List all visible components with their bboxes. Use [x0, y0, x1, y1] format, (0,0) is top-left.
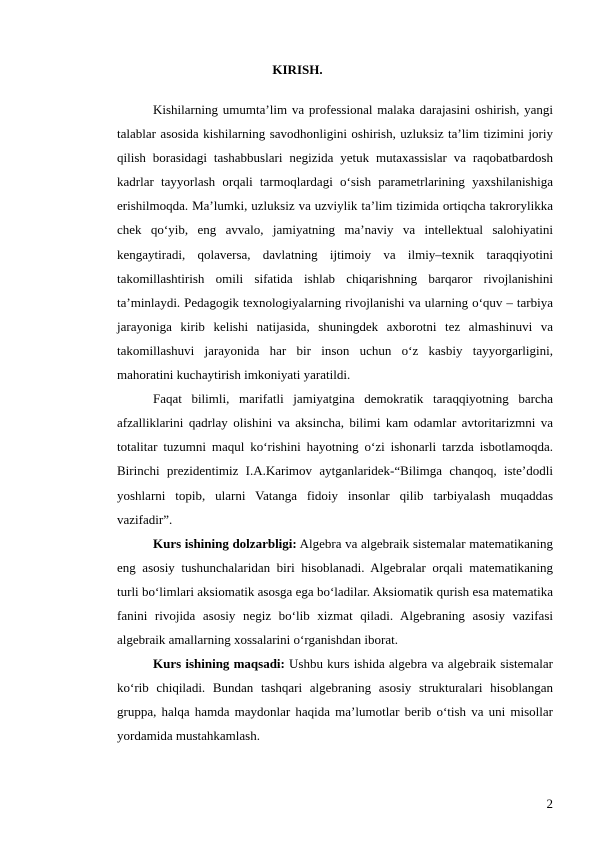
paragraph-relevance — [117, 532, 553, 652]
paragraph-text: Ushbu kurs ishida algebra va algebraik sistemalar ko‘rib chiqiladi. Bundan tashqari algebraning asosiy strukturalari hisoblangan gruppa, halqa hamda maydonlar haqida ma’lumotlar berib o‘tish va uni misollar yordamida mustahkamlash. — [117, 656, 553, 744]
paragraph-text: Algebra va algebraik sistemalar matematikaning eng asosiy tushunchalaridan biri hisoblanadi. Algebralar orqali matematikaning turli bo‘limlari aksiomatik asosga ega bo‘ladilar. Aksiomatik qurish esa matematika fanini rivojida asosiy negiz bo‘lib xizmat qiladi. Algebraning asosiy vazifasi algebraik amallarning xossalarini o‘rganishdan iborat. — [117, 535, 553, 648]
paragraph-text: Faqat bilimli, marifatli jamiyatgina demokratik taraqqiyotning barcha afzalliklarini qadrlay olishini va aksincha, bilimi kam odamlar avtoritarizmni va totalitar tuzumni maqul ko‘rishini hayotning o‘zi ishonarli tarzda isbotlamoqda. Birinchi prezidentimiz I.A.Karimov aytganlaridek-“Bilimga chanqoq, iste’dodli yoshlarni topib, ularni Vatanga fidoiy insonlar qilib tarbiyalash muqaddas vazifadir”. — [117, 391, 553, 527]
paragraph-goal — [117, 652, 553, 748]
paragraph-text: Kishilarning umumta’lim va professional malaka darajasini oshirish, yangi talablar asosida kishilarning savodhonligini oshirish, uzluksiz ta’lim tizimini joriy qilish borasidagi tashabbuslari negizida yetuk mutaxassislar va raqobatbardosh kadrlar tayyorlash orqali tarmoqlardagi o‘sish parametrlarining yaxshilanishiga erishilmoqda. Ma’lumki, uzluksiz va uzviylik ta’lim tizimida ortiqcha takrorylikka chek qo‘yib, eng avvalo, jamiyatning ma’naviy va intellektual salohiyatini kengaytiradi, qolaversa, davlatning ijtimoiy va ilmiy–texnik taraqqiyotini takomillashtirish omili sifatida ishlab chiqarishning barqaror rivojlanishini ta’minlaydi. Pedagogik texnologiyalarning rivojlanishi va ularning o‘quv – tarbiya jarayoniga kirib kelishi natijasida, shuningdek axborotni tez almashinuvi va takomillashuvi jarayonida har bir inson uchun o‘z kasbiy tayyorgarligini, mahoratini kuchaytirish imkoniyati yaratildi. — [117, 102, 553, 383]
page-number: 2 — [546, 796, 553, 811]
paragraph-intro — [117, 98, 553, 387]
paragraph-heading: Kurs ishining dolzarbligi: — [153, 535, 297, 551]
paragraph-quote — [117, 387, 553, 532]
document-body — [117, 98, 553, 749]
page-title: KIRISH. — [272, 62, 323, 77]
paragraph-heading: Kurs ishining maqsadi: — [153, 656, 285, 672]
